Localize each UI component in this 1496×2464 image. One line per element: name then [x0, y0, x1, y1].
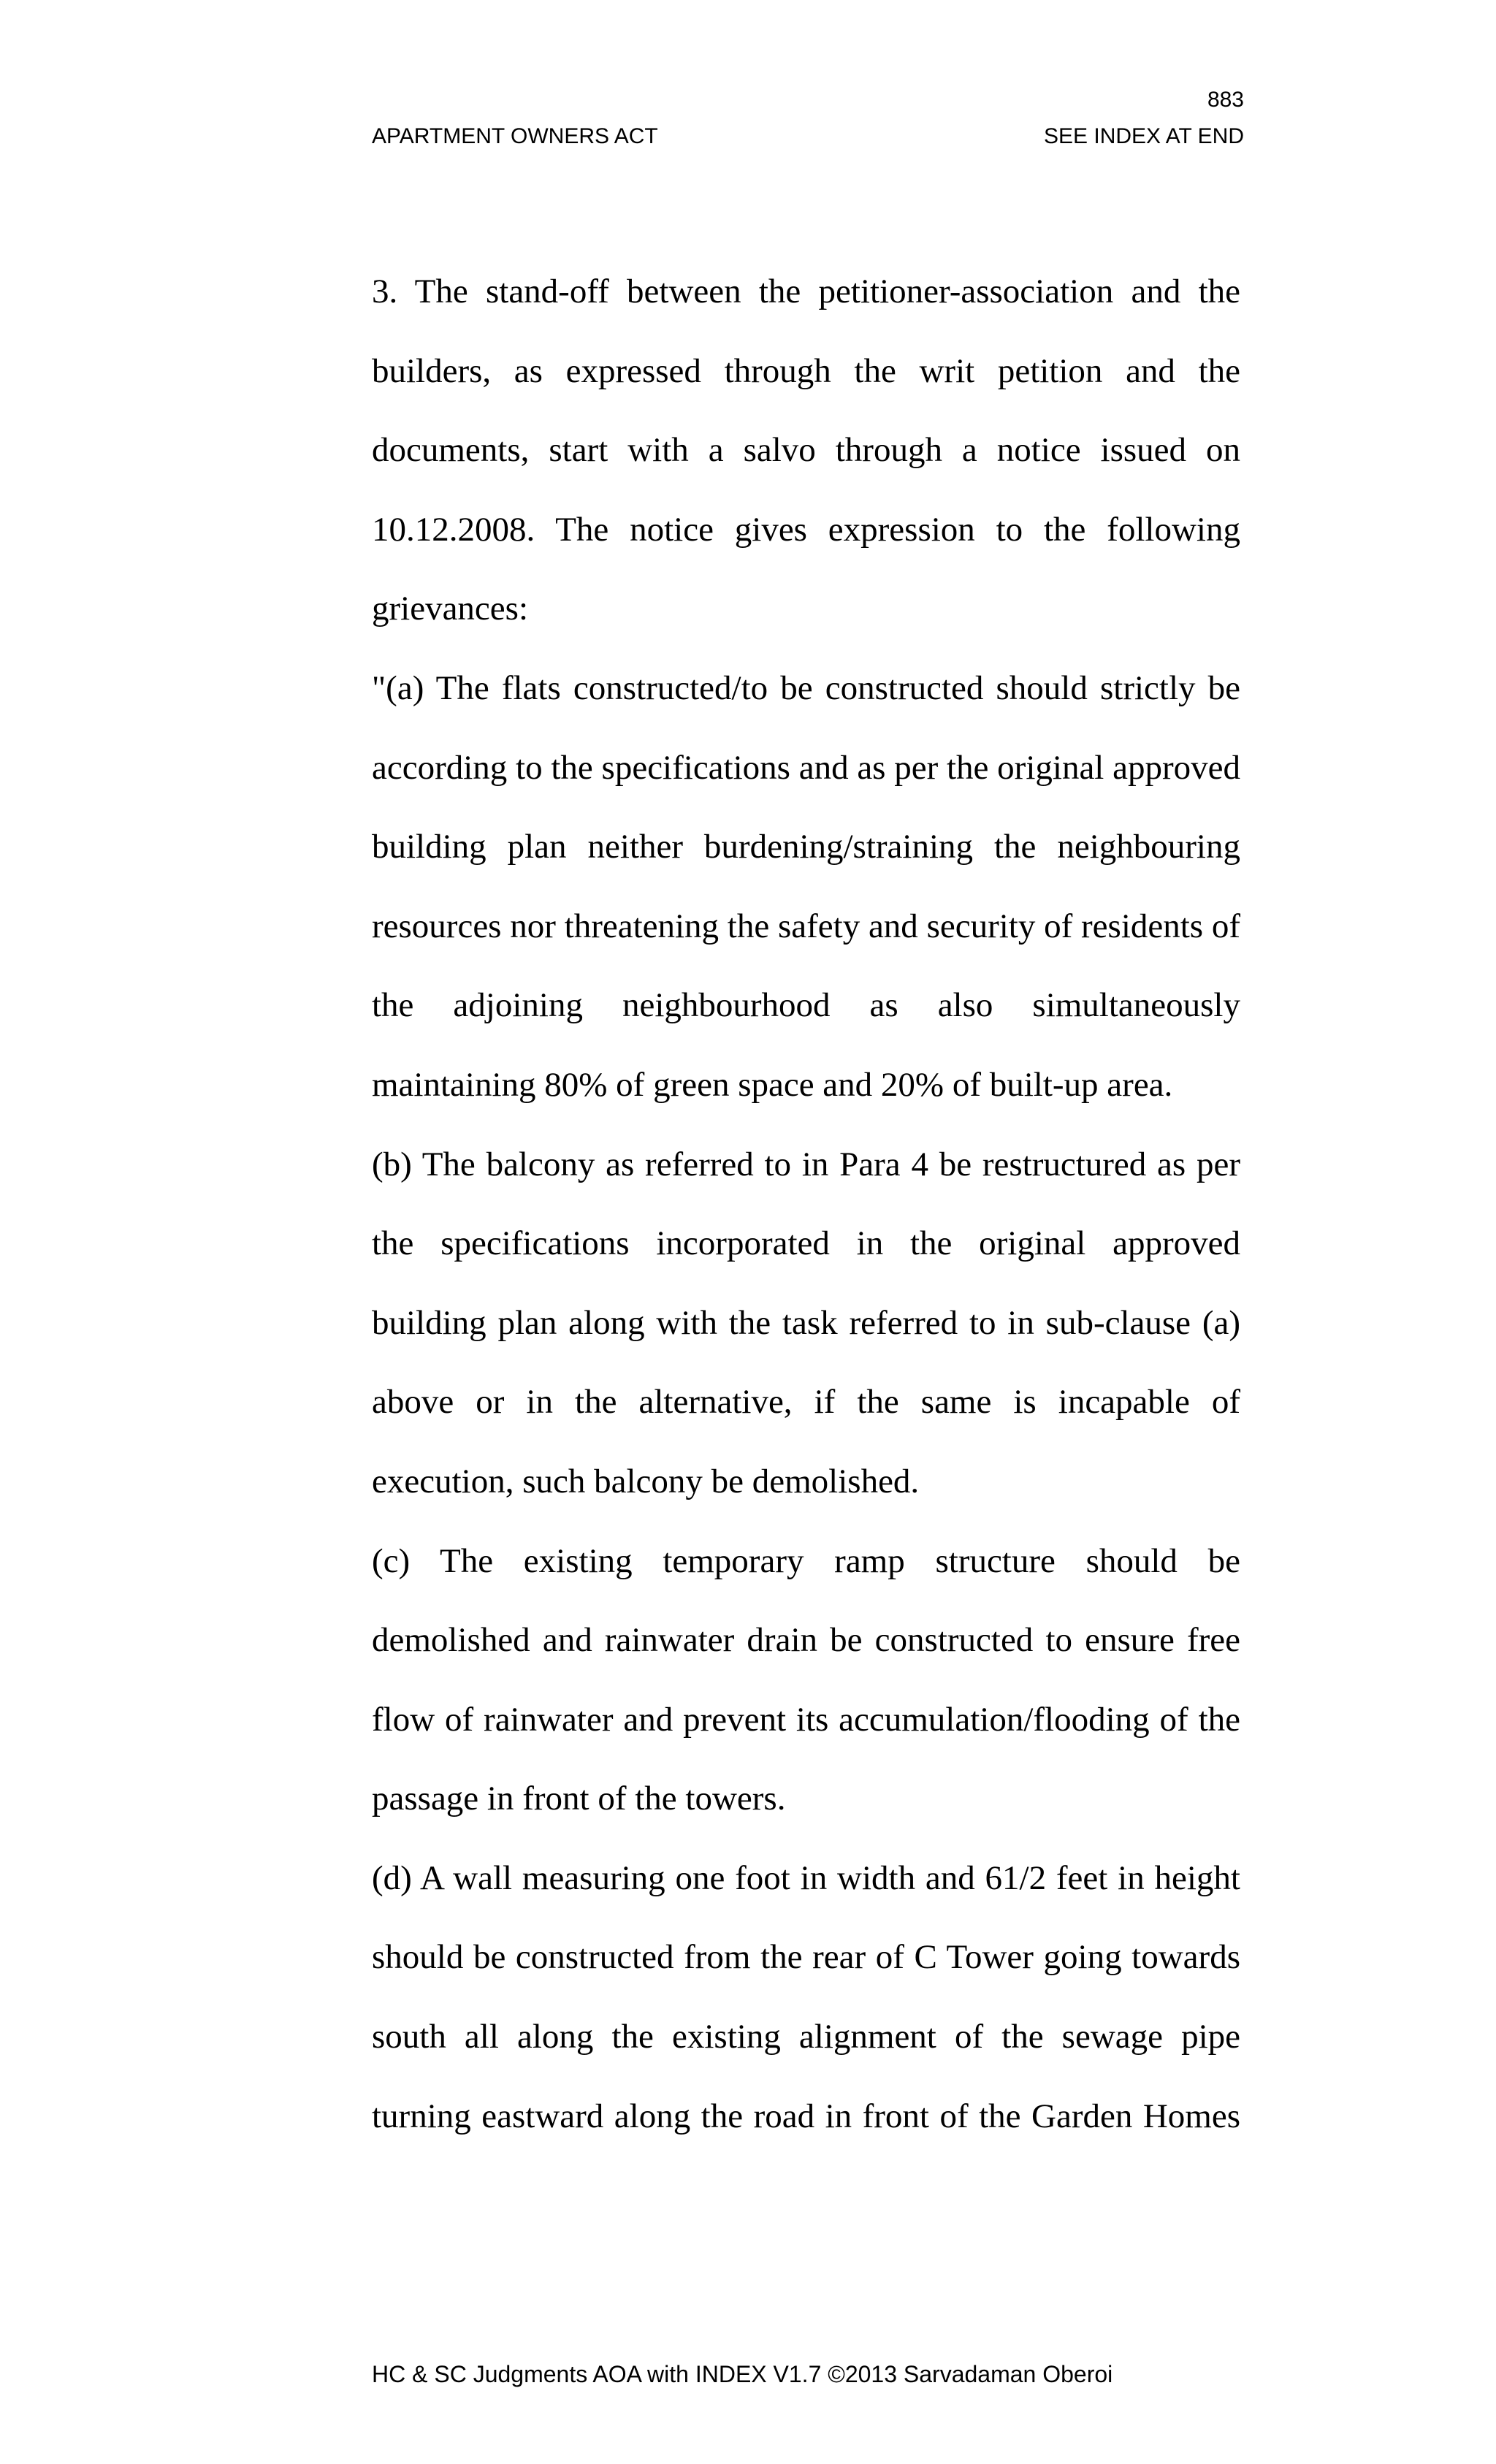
- page-footer: HC & SC Judgments AOA with INDEX V1.7 ©2013 Sarvadaman Oberoi: [372, 2361, 1113, 2387]
- page-number: 883: [1207, 88, 1244, 112]
- running-header-left: APARTMENT OWNERS ACT: [372, 124, 658, 148]
- paragraph: 3. The stand-off between the petitioner-association and the builders, as expressed through the writ petition and the documents, start with a salvo through a notice issued on 10.12.2008. The notice gives expression to the following grievances:: [372, 272, 1240, 628]
- running-header-right: SEE INDEX AT END: [1044, 124, 1244, 148]
- paragraph: (c) The existing temporary ramp structure should be demolished and rainwater drain be constructed to ensure free flow of rainwater and prevent its accumulation/flooding of the passage in front of the towers.: [372, 1541, 1240, 1818]
- paragraph: "(a) The flats constructed/to be constructed should strictly be according to the specifications and as per the original approved building plan neither burdening/straining the neighbouring resources nor threatening the safety and security of residents of the adjoining neighbourhood as also simultaneously maintaining 80% of green space and 20% of built-up area.: [372, 668, 1240, 1104]
- body-text: [372, 252, 1240, 2156]
- paragraph: (d) A wall measuring one foot in width and 61/2 feet in height should be constructed from the rear of C Tower going towards south all along the existing alignment of the sewage pipe turning eastward along the road in front of the Garden Homes: [372, 1858, 1240, 2135]
- paragraph: (b) The balcony as referred to in Para 4 be restructured as per the specifications incorporated in the original approved building plan along with the task referred to in sub-clause (a) above or in the alternative, if the same is incapable of execution, such balcony be demolished.: [372, 1145, 1240, 1500]
